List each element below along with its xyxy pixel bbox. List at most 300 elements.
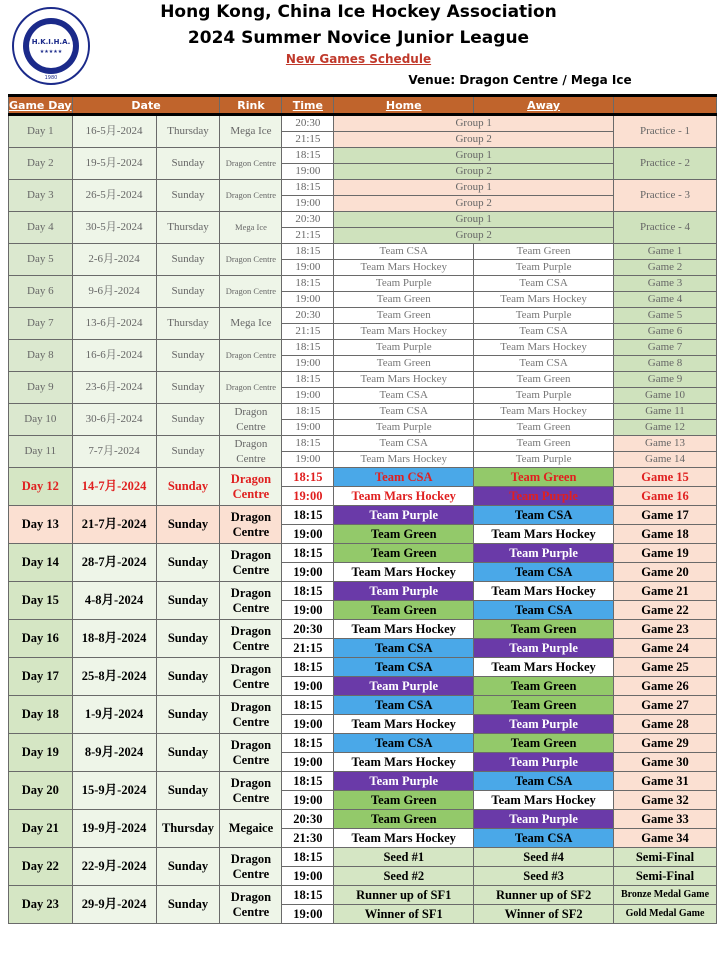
game-time: 19:00 [282,563,334,582]
game-time: 19:00 [282,388,334,404]
away-team: Team CSA [474,563,614,582]
game-time: 19:00 [282,905,334,924]
home-team: Team CSA [334,696,474,715]
away-team: Seed #3 [474,867,614,886]
schedule-row [9,696,717,715]
away-team: Team Purple [474,487,614,506]
game-date: 4-8月-2024 [72,582,156,620]
game-time: 18:15 [282,244,334,260]
game-rink [220,544,282,582]
home-team: Team CSA [334,244,474,260]
game-time: 21:30 [282,829,334,848]
game-date: 14-7月-2024 [72,468,156,506]
schedule-row [9,658,717,677]
home-team: Team Mars Hockey [334,452,474,468]
game-date: 15-9月-2024 [72,772,156,810]
away-team: Team Purple [474,452,614,468]
game-time: 19:00 [282,715,334,734]
game-label: Game 9 [614,372,717,388]
game-date: 19-5月-2024 [72,148,156,180]
away-team: Team Mars Hockey [474,404,614,420]
game-weekday: Sunday [156,582,220,620]
rink-text: Dragon Centre [230,471,272,501]
group-cell: Group 1 [334,115,614,132]
schedule-row [9,180,717,196]
game-label: Game 8 [614,356,717,372]
practice-label: Practice - 1 [614,115,717,148]
game-weekday: Sunday [156,658,220,696]
away-team: Team Purple [474,544,614,563]
game-day: Day 10 [9,404,73,436]
game-rink: Dragon Centre [220,244,282,276]
practice-label: Practice - 2 [614,148,717,180]
game-rink [220,658,282,696]
away-team: Team Mars Hockey [474,791,614,810]
home-team: Team Purple [334,420,474,436]
schedule-row [9,544,717,563]
group-cell: Group 1 [334,180,614,196]
game-label: Game 34 [614,829,717,848]
game-rink [220,734,282,772]
game-date: 8-9月-2024 [72,734,156,772]
game-time: 18:15 [282,436,334,452]
home-team: Team Mars Hockey [334,487,474,506]
game-date: 9-6月-2024 [72,276,156,308]
game-day: Day 15 [9,582,73,620]
game-rink: Mega Ice [220,115,282,148]
away-team: Team Purple [474,753,614,772]
home-team: Team Purple [334,340,474,356]
schedule-row [9,372,717,388]
game-label: Game 2 [614,260,717,276]
game-rink: Mega Ice [220,308,282,340]
schedule-row [9,772,717,791]
game-time: 18:15 [282,734,334,753]
game-time: 20:30 [282,620,334,639]
schedule-row [9,734,717,753]
schedule-row [9,244,717,260]
game-date: 18-8月-2024 [72,620,156,658]
game-time: 18:15 [282,372,334,388]
home-team: Team Green [334,810,474,829]
game-day: Day 21 [9,810,73,848]
game-rink [220,506,282,544]
game-label: Game 12 [614,420,717,436]
game-time: 18:15 [282,180,334,196]
game-time: 19:00 [282,753,334,772]
away-team: Team Green [474,734,614,753]
game-time: 20:30 [282,308,334,324]
away-team: Team CSA [474,324,614,340]
game-label: Game 25 [614,658,717,677]
practice-label: Practice - 4 [614,212,717,244]
game-rink [220,436,282,468]
game-date: 28-7月-2024 [72,544,156,582]
schedule-row [9,886,717,905]
game-time: 19:00 [282,867,334,886]
game-time: 18:15 [282,772,334,791]
col-label [614,96,717,115]
game-time: 19:00 [282,525,334,544]
home-team: Team Purple [334,276,474,292]
group-cell: Group 2 [334,164,614,180]
away-team: Runner up of SF2 [474,886,614,905]
game-label: Game 14 [614,452,717,468]
rink-text: Dragon Centre [234,405,268,433]
game-time: 18:15 [282,696,334,715]
game-date: 19-9月-2024 [72,810,156,848]
game-label: Game 7 [614,340,717,356]
away-team: Team Mars Hockey [474,582,614,601]
game-time: 19:00 [282,260,334,276]
game-rink [220,404,282,436]
game-date: 21-7月-2024 [72,506,156,544]
schedule-row [9,582,717,601]
game-date: 13-6月-2024 [72,308,156,340]
away-team: Team Green [474,696,614,715]
game-time: 18:15 [282,848,334,867]
rink-text: Dragon Centre [234,437,268,465]
game-weekday: Sunday [156,404,220,436]
away-team: Team Mars Hockey [474,525,614,544]
game-time: 18:15 [282,506,334,525]
game-day: Day 3 [9,180,73,212]
game-label: Game 17 [614,506,717,525]
col-date: Date [72,96,220,115]
group-cell: Group 1 [334,148,614,164]
away-team: Seed #4 [474,848,614,867]
rink-text: Dragon Centre [230,775,272,805]
col-away: Away [474,96,614,115]
game-rink: Dragon Centre [220,372,282,404]
game-label: Bronze Medal Game [614,886,717,905]
game-time: 18:15 [282,340,334,356]
game-day: Day 6 [9,276,73,308]
game-date: 1-9月-2024 [72,696,156,734]
away-team: Team CSA [474,506,614,525]
group-cell: Group 1 [334,212,614,228]
home-team: Team CSA [334,468,474,487]
association-title: Hong Kong, China Ice Hockey Association [160,2,557,22]
rink-text: Dragon Centre [230,851,272,881]
game-rink: Dragon Centre [220,276,282,308]
game-rink [220,848,282,886]
game-time: 19:00 [282,452,334,468]
game-day: Day 20 [9,772,73,810]
game-time: 21:15 [282,639,334,658]
game-day: Day 22 [9,848,73,886]
away-team: Team Mars Hockey [474,292,614,308]
game-label: Game 1 [614,244,717,260]
schedule-row [9,620,717,639]
schedule-table [8,94,717,924]
home-team: Team Mars Hockey [334,563,474,582]
game-day: Day 23 [9,886,73,924]
svg-text:★★★★★: ★★★★★ [39,49,63,55]
game-day: Day 8 [9,340,73,372]
game-label: Game 4 [614,292,717,308]
rink-text: Dragon Centre [230,585,272,615]
game-label: Game 32 [614,791,717,810]
game-label: Game 18 [614,525,717,544]
game-weekday: Sunday [156,340,220,372]
game-label: Semi-Final [614,848,717,867]
game-weekday: Sunday [156,244,220,276]
home-team: Team Green [334,308,474,324]
game-rink [220,696,282,734]
away-team: Team Purple [474,308,614,324]
game-date: 30-5月-2024 [72,212,156,244]
game-time: 20:30 [282,115,334,132]
game-day: Day 13 [9,506,73,544]
away-team: Team Purple [474,260,614,276]
home-team: Team CSA [334,404,474,420]
game-time: 20:30 [282,212,334,228]
game-time: 18:15 [282,276,334,292]
away-team: Team Green [474,420,614,436]
away-team: Team CSA [474,601,614,620]
home-team: Team Purple [334,506,474,525]
rink-text: Dragon Centre [230,509,272,539]
game-time: 19:00 [282,196,334,212]
game-date: 7-7月-2024 [72,436,156,468]
game-weekday: Sunday [156,276,220,308]
game-time: 19:00 [282,487,334,506]
game-rink [220,772,282,810]
away-team: Team Green [474,372,614,388]
home-team: Team Purple [334,582,474,601]
game-time: 19:00 [282,420,334,436]
game-label: Game 6 [614,324,717,340]
away-team: Team Purple [474,715,614,734]
game-day: Day 19 [9,734,73,772]
game-day: Day 14 [9,544,73,582]
game-weekday: Sunday [156,180,220,212]
game-day: Day 9 [9,372,73,404]
home-team: Team CSA [334,436,474,452]
game-weekday: Sunday [156,148,220,180]
game-rink [220,468,282,506]
home-team: Team Green [334,292,474,308]
home-team: Team Mars Hockey [334,372,474,388]
game-weekday: Sunday [156,506,220,544]
game-weekday: Thursday [156,810,220,848]
practice-label: Practice - 3 [614,180,717,212]
game-weekday: Sunday [156,886,220,924]
col-game-day: Game Day [9,96,73,115]
schedule-subtitle: New Games Schedule [285,52,432,66]
game-date: 23-6月-2024 [72,372,156,404]
game-weekday: Sunday [156,436,220,468]
game-time: 18:15 [282,468,334,487]
game-time: 21:15 [282,324,334,340]
game-label: Game 30 [614,753,717,772]
game-day: Day 17 [9,658,73,696]
game-weekday: Sunday [156,772,220,810]
game-weekday: Thursday [156,115,220,148]
schedule-row [9,276,717,292]
game-label: Gold Medal Game [614,905,717,924]
game-date: 16-5月-2024 [72,115,156,148]
home-team: Team Green [334,601,474,620]
game-label: Game 11 [614,404,717,420]
home-team: Team Green [334,356,474,372]
home-team: Team Mars Hockey [334,715,474,734]
away-team: Team Green [474,677,614,696]
game-weekday: Sunday [156,372,220,404]
home-team: Seed #2 [334,867,474,886]
group-cell: Group 2 [334,196,614,212]
game-time: 18:15 [282,886,334,905]
away-team: Team Green [474,436,614,452]
game-rink: Mega Ice [220,212,282,244]
game-label: Game 24 [614,639,717,658]
game-rink: Dragon Centre [220,180,282,212]
game-label: Game 26 [614,677,717,696]
game-rink [220,620,282,658]
away-team: Team Mars Hockey [474,340,614,356]
game-day: Day 1 [9,115,73,148]
game-rink [220,886,282,924]
game-day: Day 4 [9,212,73,244]
rink-text: Dragon Centre [230,661,272,691]
game-label: Game 27 [614,696,717,715]
game-rink: Dragon Centre [220,340,282,372]
away-team: Team Purple [474,388,614,404]
away-team: Team CSA [474,772,614,791]
game-weekday: Thursday [156,212,220,244]
venue-label: Venue: Dragon Centre / Mega Ice [408,73,632,87]
game-label: Game 31 [614,772,717,791]
game-day: Day 16 [9,620,73,658]
game-day: Day 2 [9,148,73,180]
home-team: Team CSA [334,734,474,753]
game-label: Game 21 [614,582,717,601]
game-date: 22-9月-2024 [72,848,156,886]
away-team: Team Purple [474,810,614,829]
svg-text:1980: 1980 [44,75,58,81]
game-time: 18:15 [282,544,334,563]
game-time: 20:30 [282,810,334,829]
game-day: Day 7 [9,308,73,340]
game-weekday: Sunday [156,620,220,658]
game-weekday: Thursday [156,308,220,340]
schedule-row [9,212,717,228]
schedule-row [9,148,717,164]
away-team: Team Mars Hockey [474,658,614,677]
home-team: Team Purple [334,677,474,696]
away-team: Team CSA [474,356,614,372]
away-team: Winner of SF2 [474,905,614,924]
league-title: 2024 Summer Novice Junior League [187,28,530,48]
schedule-row [9,810,717,829]
game-time: 19:00 [282,601,334,620]
game-time: 19:00 [282,164,334,180]
game-time: 18:15 [282,148,334,164]
rink-text: Dragon Centre [230,547,272,577]
game-weekday: Sunday [156,696,220,734]
game-rink [220,582,282,620]
schedule-row [9,340,717,356]
game-label: Game 10 [614,388,717,404]
game-date: 16-6月-2024 [72,340,156,372]
home-team: Team Mars Hockey [334,260,474,276]
schedule-row [9,848,717,867]
home-team: Team Mars Hockey [334,324,474,340]
home-team: Team Green [334,544,474,563]
home-team: Winner of SF1 [334,905,474,924]
game-label: Game 23 [614,620,717,639]
home-team: Team Mars Hockey [334,620,474,639]
rink-text: Dragon Centre [230,699,272,729]
rink-text: Dragon Centre [230,737,272,767]
game-day: Day 18 [9,696,73,734]
game-label: Game 19 [614,544,717,563]
game-day: Day 12 [9,468,73,506]
away-team: Team CSA [474,829,614,848]
header-row [9,96,717,115]
game-time: 21:15 [282,132,334,148]
col-home: Home [334,96,474,115]
schedule-row [9,308,717,324]
game-label: Game 22 [614,601,717,620]
game-day: Day 5 [9,244,73,276]
home-team: Team Purple [334,772,474,791]
game-time: 19:00 [282,356,334,372]
home-team: Team CSA [334,658,474,677]
game-time: 21:15 [282,228,334,244]
game-label: Game 28 [614,715,717,734]
game-label: Game 29 [614,734,717,753]
game-label: Game 15 [614,468,717,487]
game-date: 30-6月-2024 [72,404,156,436]
game-label: Game 33 [614,810,717,829]
game-label: Game 3 [614,276,717,292]
home-team: Seed #1 [334,848,474,867]
home-team: Team Mars Hockey [334,753,474,772]
rink-text: Dragon Centre [230,889,272,919]
home-team: Team Mars Hockey [334,829,474,848]
home-team: Team CSA [334,388,474,404]
game-date: 29-9月-2024 [72,886,156,924]
schedule-row [9,506,717,525]
game-date: 2-6月-2024 [72,244,156,276]
schedule-row [9,436,717,452]
game-label: Game 5 [614,308,717,324]
away-team: Team Green [474,620,614,639]
game-time: 18:15 [282,404,334,420]
game-weekday: Sunday [156,544,220,582]
schedule-row [9,115,717,132]
home-team: Runner up of SF1 [334,886,474,905]
schedule-row [9,404,717,420]
col-time: Time [282,96,334,115]
game-date: 25-8月-2024 [72,658,156,696]
away-team: Team Green [474,468,614,487]
col-rink: Rink [220,96,282,115]
away-team: Team Green [474,244,614,260]
game-label: Game 20 [614,563,717,582]
game-rink: Dragon Centre [220,148,282,180]
game-time: 19:00 [282,292,334,308]
rink-text: Dragon Centre [230,623,272,653]
game-label: Game 13 [614,436,717,452]
game-rink: Megaice [220,810,282,848]
game-time: 18:15 [282,658,334,677]
home-team: Team Green [334,525,474,544]
game-weekday: Sunday [156,848,220,886]
group-cell: Group 2 [334,132,614,148]
